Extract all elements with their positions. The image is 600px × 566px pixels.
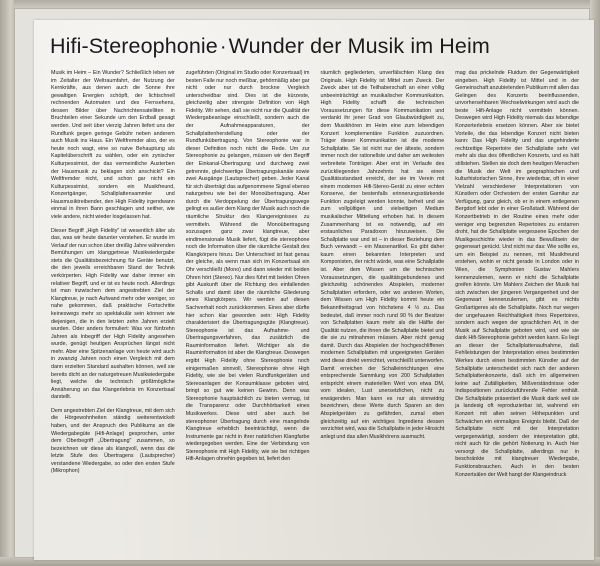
liner-notes-page	[34, 20, 594, 560]
text-column-2	[186, 70, 310, 550]
paragraph: Dem angestrebten Ziel der Klangtreue, mit dem sich die Hörgewohnheiten ständig weiterentwickelt haben, und der Anspruch des Publikums an die Wiedergabegüte (Hifi-Anlage) gesprochen, unter dem Oberbegriff „Übertragung" zusammen, so bezeichnen wir diese als klangvoll, wenn das die letzte Stufe des Übertragens (Lautsprecher) verstandene Wiedergabe, so oder den ersten Stufe (Mikrophon)	[51, 407, 175, 475]
paragraph: räumlich gegliederten, unverfälschten Klang des Originals. High Fidelity ist Mittel zum Zweck. Der Zweck aber ist die Teilhaberschaft an einer völlig unbeeinträchtigt an musikalischer Kommunikation. High Fidelity schafft die technischen Voraussetzungen für diese Kommunikation und verdankt ihr jener Grad von Glaubwürdigkeit zu, dem Musikhören im Heim eine zum lebendigen Konzert komplementäre Funktion zuzuordnen. Träger dieser Kommunikation ist die moderne Schallplatte. Sie ist nicht nur der älteste, sondern immer noch der rationellste und daher am weitesten verbreitete Tonträger. Aber erst im Verlaufe des zurückliegenden Jahrzehnts hat sie einen Qualitätsstandard erreicht, der sie im Verein mit einem modernen Hifi-Stereo-Gerät zu einer echten Konserve, der bestenfalls erinnerungsstärkende Funktion zugeleigt werden konnte, befreit und sie zum vollgültigen und vielseitigen Medium musikalischer Mitteilung erhoben hat. In diesem Zusammenhang ist es notwendig, auf ein erstaunliches Paradoxon hinzuweisen. Die Schallplatte war und ist – in dieser Beziehung dem Buch verwandt – ein Massenartikel. Es gibt daher kaum einen bekannten Interpreten und Komponisten, der nicht würde, was eine Schallplatte ist. Aber dem Wissen um die technischen Voraussetzungen, die qualitätsgebundenes und gleichzeitig schönendes Abspielen, moderner Schallplatten erfordern, oder wo anderen Worten, dem Wissen um High Fidelity kommt heute ein Bekanntheitsgrad von höchstens 4 ½ zu. Das bedeutet, daß immer noch rund 90 % der Besitzer von Schallplatten kaum mehr als die Hälfte der Qualität nutzen, die ihnen die Schallplatte bietet und die sie zu mitnahmen müssen. Aber nicht genug damit. Durch das Abspielen der hochgeschliffenen modernen Schallplatten mit ungeeigneten Geräten wird diese direkt vernichtet, verschleißt unterworfen. Damit erreichen der Schalleinrichtungen eine entsprechende Sammlung von 200 Schallplatten entspricht einem materiellen Wert von etwa DM, vom idealen, Lust unersetzlichen, nicht zu erwägenden. Man kann es nur als sinnwidrig bezeichnen, diese Werte durch Sparen an den Abspielgeräten zu gefährden, zumal eben gleichzeitig auf ein wichtiges Ingrediens dessen verzichtet wird, was die Schallplatte in jeder Hinsicht anlegt und das allen Musikhörens ausmacht.	[320, 70, 445, 440]
page-title-separator: ·	[219, 36, 227, 58]
text-columns	[51, 70, 579, 550]
text-column-4	[455, 70, 579, 550]
text-column-1	[51, 70, 175, 550]
page-title	[50, 34, 580, 59]
sleeve-edge-left	[0, 0, 14, 566]
page-title-part-2: Wunder der Musik im Heim	[228, 34, 490, 58]
sleeve-inner-panel	[14, 8, 590, 558]
paragraph: Musik im Heim – Ein Wunder? Schließlich leben wir im Zeitalter der Weltraumfahrt, der Nutzung der Kernkräfte, aus denen auch die Sonne ihre gewaltigen Energien schöpft, der lichtschnell rechnenden Automaten und des Fernsehens, dessen Bilder über Nachrichtensatelliten in Bruchteilen einer Sekunde um den Erdball gesagt werden. Und seit über vierzig Jahren liefert uns der Rundfunk gegen geringe Gebühr neben anderem auch Musik ins Haus. Ein Weltfremder also, der es heute noch wagt, eine so naive Behauptung als Kapitelüberschrift zu wählen, oder ein zynischer Kulturpessimist, der das vermeintliche Austerben der Hausmusik zu beklagen sich anschickt? Ein Weltfremder nicht, und schon gar nicht ein Kulturpessimist, sondern ein Musikfreund, Konzertgänger, Schallplattensammler und Hausmusiktreibender, den High Fidelity irgendwann einmal in ihren Bann geschlagen und seither, wie viele andere, nicht wieder losgelassen hat.	[51, 70, 175, 220]
paragraph: zugeführten (Original im Studio oder Konzertsaal) im besten Falle nur noch meßbar, gehörmäßig aber gar nicht oder nur durch brockne Vergleich unterscheidbar sind. Dies ist die kürzeste, gleichzeitig aber strengste Definition von High Fidelity. Wir sehen, daß sie nicht nur die Qualität der Wiedergabeanlage einschließt, sondern auch die der Aufnahmeapparaturen, der Schallplattenherstellung oder der Rundfunkübertragung. Von Stereophonie war in dieser Definition noch nicht die Rede. Um zur Stereophonie zu gelangen, müssen wir den Begriff der Einkanal-Übertragung und durchweg zwei getrennte, gleichwertige Übertragungskanäle sowie zwei Ausgänge (Lautsprecher) geben. Jeder Kanal für sich überträgt das aufgenommene Signal ebenso naturgetreu wie bei der Monoübertragung. Aber durch die Verdoppelung der Übertragungswege gelingt es außer dem Klang der Musik auch noch die räumliche Struktur des Klangereignisses zu vermitteln. Während die Monoübertragung sozusagen ganz zwar klangtreue, aber eindimensionale Musik liefert, fügt die stereophone noch die Information über die räumliche Gestalt des Klangkörpers hinzu. Der Unterschied ist fast genau der gleiche, als wenn man sich im Konzertsaal ein Ohr verschließt (Mono) und dann wieder mit beiden Ohren hört (Stereo). Nur dies führt mit beiden Ohren gibt Auskunft über die Richtung des einfallenden Schalls und damit über die räumliche Gliederung eines Klangkörpers. Wir werden auf diesen Sachverhalt noch zurückkommen. Eines aber dürfte hier schon klar geworden sein: High Fidelity charakterisiert die Übertragungsgüte (Klangtreue). Stereophonie ist das Aufnahme- und Übertragungsverfahren, das zusätzlich die Rauminformation liefert. Wichtiger als die Rauminformation ist aber die Klangtreue. Deswegen ergibt High Fidelity ohne Stereophonie noch einigermaßen sinnvoll, Stereophonie ohne High Fidelity, wie sie bei vielen Rundfunkgeräten und Stereoanlagen der Konsumklasse geboten wird, bringt so gut wie keinen Gewinn. Denn was Stereophonie hauptsächlich zu bieten vermag, ist die Transparenz oder Durchhörbarkeit eines Musikwerkes. Diese wird aber auch bei stereophoner Übertragung durch eine mangelnde Klangtreue erheblich beeinträchtigt, wenn die Instrumente gar nicht in ihrer natürlichen Klangfarbe wiedergegeben werden. Eine der Verbindung von Stereophonie mit High Fidelity, wie sie bei richtigen Hifi-Anlagen ohnehin gegeben ist, liefert den	[185, 70, 310, 463]
paragraph: Dieser Begriff „High Fidelity" ist wesentlich älter als das, was wir heute darunter verstehen. Er wurde im Verlauf der nun schon über dreißig Jahre währenden Bemühungen um klanggetreue Musikwiedergabe stets die Qualitätsbezeichnung für Geräte benutzt, die den jeweils erreichbaren Stand der Technik verkörperten. High Fidelity war daher immer ein relativer Begriff, und er ist es heute noch. Allerdings ist man inzwischen dem angestrebten Ziel der Klangtreue, je nach Aufwand mehr oder weniger, so nahe gekommen, daß praktische Fortschritte keineswegs mehr so spektakulär sein können wie diejenigen, die in den letzten zehn Jahren erzielt wurden. Oder anders formuliert: Was vor fünfzehn Jahren als Inbegriff der High Fidelity angesehen wurde, genügt heutigen Ansprüchen längst nicht mehr. Aber eine Spitzenanlage von heute wird auch in zwanzig Jahren noch einen Vergleich mit dem dann erzielten Standard aushalten können, weil sie bereits dicht an der naturgetreuen Musikwiedergabe liegt, welche die technisch größtmögliche Annäherung an das Klangerlebnis im Konzertsaal darstellt.	[51, 227, 175, 401]
page-title-part-1: Hifi-Stereophonie	[50, 34, 218, 58]
paragraph: mag das prickelnde Fluidum der Gegenwärtigkeit eingeben. High Fidelity ist Mittel und in der Gemeinschaft anzubietenden Publikum mit allen das Gelingen des Konzerts beeinflussenden, unvorhersehbaren Wechselwirkungen wird auch die beste Hifi-Anlage nicht vermitteln können. Deswegen wird High Fidelity niemals das lebendige Konzerterlebnis ersetzen können. Aber sie bietet Vorteile, die das lebendige Konzert nicht bieten kann: Das High Fidelity und das ungehinderte rechtzeitige Repertoire der Schallplatte sehr viel mehr als das des öffentlichen Konzerts, und es hält stillstehen. Stellen sie doch dem heutigen Menschen die Musik der Welt im geographischen und kulturhistorischen Sinne, ihre wiederbar, oft in einer Vielzahl verschiedener Interpretationen von Künstlern oder Orchestern der ersten Garnitur zur Verfügung, ganz gleich, ob er in einem entlegenen Bergdorf lebt oder in einer Großstadt. Während der Konzertbetrieb in der Routine eines mehr oder weniger eng begrenzten Repertoires zu erstarren droht, hat die Schallplatte vergessene Epochen der Musikgeschichte wieder in das Bewußtsein der gegenwart gerückt. Und nicht nur das: Wie sollte es, um ein Beispiel zu nennen, mit Musikfreund erstehen, wohin er nicht gerade in London oder in Wien, die Symphonien Gustav Mahlers kennenzulernen, wenn er nicht die Schallplatte greifen könnte. Um Mahlers Zeichen der Musik hat sich zwischen der jüngeren Vergangenheit und der Gegenwart kennenzulernen, gibt es nichts Großartigeres als die Schallplatte. Noch nur wegen der ungehauren Reichhaltigkeit ihres Repertoires, sondern auch wegen der sprachlichen Art, in der Musik auf Schallplatte geboten wird, und wie sie dank Hifi-Stereophonie gehört werden kann. Es liegt an dieser der Schallplattenaufnahme, daß Fehlleistungen der Interpretation eines bestimmten Werkes durch einen bestimmten Künstler auf der Schallplatte unterscheidet sich nach der anderen Schallplattenkonzerte, daß sich im allgemeinen keine auf Zufälligkeiten, Mißverständnisse oder Indispositionen zurückzuführende Fehler enthält. Die Schallplatte präsentiert die Musik dank weil sie ja landesig oft reproduzierbar ist, wahrend ein Konzert mit allen seinen Höhepunkten und Schwächen ein einmaliges Ereignis bleibt. Daß der Schallplatte nicht mit der Interpretation vergegenwärtigt, sondern der interpretation gibt, nicht auch für die gehört Notierung in. Auch hier versorgt die Schallplatte, allerdings nur in beschränkte mit klangtreuer Wiedergabe, Funktionsbrauchen. Auch in den besten Konzertsälen der Welt hangt der Klangeindruck	[455, 70, 579, 478]
text-column-3	[321, 70, 445, 550]
sleeve-edge-top	[0, 0, 600, 8]
